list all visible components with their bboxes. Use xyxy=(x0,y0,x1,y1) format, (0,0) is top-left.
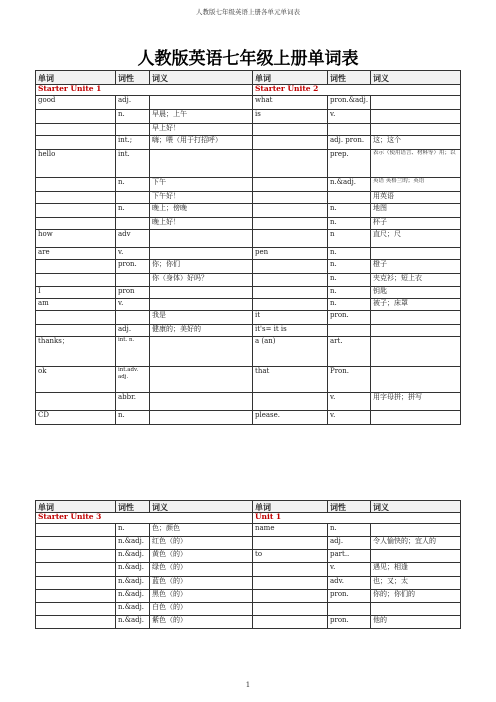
cell-word xyxy=(36,393,116,411)
cell-meaning: 表示（使用语言、材料等）用；以 xyxy=(371,150,461,178)
table-row xyxy=(36,337,461,367)
vocab-table-2 xyxy=(35,500,461,629)
table-row xyxy=(36,325,461,337)
table-row xyxy=(36,550,461,563)
cell-pos: n. xyxy=(116,178,150,192)
cell-meaning: 被子；床罩 xyxy=(371,299,461,311)
cell-word xyxy=(253,204,328,218)
cell-word xyxy=(36,178,116,192)
cell-pos: v. xyxy=(116,299,150,311)
cell-meaning xyxy=(371,110,461,124)
cell-pos: n. xyxy=(328,274,371,287)
cell-meaning xyxy=(371,124,461,136)
cell-meaning xyxy=(150,230,253,248)
table-row xyxy=(36,590,461,603)
cell-word: name xyxy=(253,524,328,537)
cell-word xyxy=(253,124,328,136)
cell-pos: n. xyxy=(116,524,150,537)
cell-meaning xyxy=(371,311,461,325)
cell-meaning: 英语 英格兰的；英语 xyxy=(371,178,461,192)
cell-meaning xyxy=(150,248,253,260)
table-row xyxy=(36,178,461,192)
cell-pos xyxy=(116,311,150,325)
header-meaning: 词义 xyxy=(371,501,461,513)
table-row xyxy=(36,260,461,274)
cell-word: that xyxy=(253,367,328,393)
cell-pos: part.. xyxy=(328,550,371,563)
cell-word xyxy=(253,563,328,577)
cell-word: it xyxy=(253,311,328,325)
table-row xyxy=(36,150,461,178)
cell-word: what xyxy=(253,96,328,110)
header-row xyxy=(36,501,461,513)
cell-word xyxy=(36,136,116,150)
cell-pos: Pron. xyxy=(328,367,371,393)
cell-word xyxy=(36,616,116,629)
header-meaning: 词义 xyxy=(150,501,253,513)
cell-meaning xyxy=(371,367,461,393)
document-title: 人教版英语七年级上册单词表 xyxy=(137,49,359,69)
cell-pos: adj. xyxy=(328,537,371,550)
cell-meaning: 嗨；喂（用于打招呼） xyxy=(150,136,253,150)
cell-pos xyxy=(328,124,371,136)
cell-pos: pron.&adj. xyxy=(328,96,371,110)
cell-word: am xyxy=(36,299,116,311)
cell-word xyxy=(253,299,328,311)
cell-meaning: 色；颜色 xyxy=(150,524,253,537)
cell-word xyxy=(253,577,328,590)
cell-pos: n. xyxy=(116,411,150,425)
cell-meaning: 地图 xyxy=(371,204,461,218)
section-row xyxy=(36,513,461,524)
cell-meaning: 钥匙 xyxy=(371,287,461,299)
cell-word: CD xyxy=(36,411,116,425)
cell-pos: pron. xyxy=(328,616,371,629)
section-row xyxy=(36,85,461,96)
table-row xyxy=(36,136,461,150)
cell-word xyxy=(253,218,328,230)
cell-meaning xyxy=(150,299,253,311)
cell-pos xyxy=(328,603,371,616)
table-row xyxy=(36,192,461,204)
cell-pos: n. xyxy=(328,299,371,311)
table-row xyxy=(36,110,461,124)
cell-pos: n.&adj. xyxy=(328,178,371,192)
cell-meaning: 黑色（的） xyxy=(150,590,253,603)
cell-pos: n. xyxy=(328,524,371,537)
header-word: 单词 xyxy=(253,501,328,513)
header-word: 单词 xyxy=(253,71,328,85)
cell-meaning: 黄色（的） xyxy=(150,550,253,563)
cell-meaning: 他的 xyxy=(371,616,461,629)
cell-word: ok xyxy=(36,367,116,393)
table-row xyxy=(36,393,461,411)
vocab-table-1 xyxy=(35,70,461,425)
cell-meaning xyxy=(371,550,461,563)
cell-word: pen xyxy=(253,248,328,260)
table-row xyxy=(36,96,461,110)
section-title: Starter Unite 2 xyxy=(253,85,461,96)
cell-meaning: 绿色（的） xyxy=(150,563,253,577)
table-row xyxy=(36,411,461,425)
cell-word xyxy=(253,178,328,192)
cell-word xyxy=(36,603,116,616)
cell-pos: v. xyxy=(328,393,371,411)
cell-pos: int.; xyxy=(116,136,150,150)
cell-meaning xyxy=(150,150,253,178)
page-header: 人教版七年级英语上册各单元单词表 xyxy=(196,8,300,16)
header-pos: 词性 xyxy=(116,501,150,513)
table-row xyxy=(36,577,461,590)
cell-pos: int. n. xyxy=(116,337,150,367)
cell-meaning xyxy=(150,337,253,367)
cell-word xyxy=(36,311,116,325)
cell-word xyxy=(253,590,328,603)
cell-word xyxy=(36,274,116,287)
section-title: Starter Unite 3 xyxy=(36,513,253,524)
cell-meaning: 用英语 xyxy=(371,192,461,204)
cell-meaning: 早晨；上午 xyxy=(150,110,253,124)
cell-word xyxy=(253,274,328,287)
header-meaning: 词义 xyxy=(150,71,253,85)
cell-word xyxy=(36,524,116,537)
table-row xyxy=(36,563,461,577)
header-pos: 词性 xyxy=(328,71,371,85)
cell-word xyxy=(253,537,328,550)
cell-pos xyxy=(116,218,150,230)
table-row xyxy=(36,248,461,260)
table-row xyxy=(36,299,461,311)
cell-pos: n. xyxy=(328,287,371,299)
cell-word xyxy=(253,230,328,248)
cell-meaning: 令人愉快的；宜人的 xyxy=(371,537,461,550)
cell-word: it's= it is xyxy=(253,325,328,337)
cell-meaning xyxy=(150,287,253,299)
cell-pos: n. xyxy=(116,110,150,124)
cell-word xyxy=(253,616,328,629)
cell-pos: n.&adj. xyxy=(116,590,150,603)
cell-meaning: 晚上；傍晚 xyxy=(150,204,253,218)
cell-pos: n.&adj. xyxy=(116,577,150,590)
cell-meaning: 这；这个 xyxy=(371,136,461,150)
cell-word xyxy=(36,537,116,550)
header-row xyxy=(36,71,461,85)
cell-pos: adv. xyxy=(328,577,371,590)
cell-word: good xyxy=(36,96,116,110)
cell-pos: prep. xyxy=(328,150,371,178)
cell-meaning: 红色（的） xyxy=(150,537,253,550)
cell-meaning: 白色（的） xyxy=(150,603,253,616)
cell-meaning: 紫色（的） xyxy=(150,616,253,629)
cell-pos: v. xyxy=(116,248,150,260)
cell-meaning xyxy=(371,337,461,367)
cell-word: how xyxy=(36,230,116,248)
cell-meaning: 遇见；相逢 xyxy=(371,563,461,577)
table-row xyxy=(36,124,461,136)
cell-meaning: 早上好！ xyxy=(150,124,253,136)
cell-pos: n. xyxy=(116,204,150,218)
cell-pos xyxy=(116,124,150,136)
cell-word xyxy=(36,563,116,577)
cell-word xyxy=(36,260,116,274)
cell-word xyxy=(253,393,328,411)
cell-word xyxy=(253,260,328,274)
table-row xyxy=(36,230,461,248)
cell-meaning: 蓝色（的） xyxy=(150,577,253,590)
header-meaning: 词义 xyxy=(371,71,461,85)
cell-pos: pron. xyxy=(116,260,150,274)
cell-pos: n.&adj. xyxy=(116,550,150,563)
cell-pos xyxy=(116,274,150,287)
header-pos: 词性 xyxy=(116,71,150,85)
cell-pos: v. xyxy=(328,563,371,577)
cell-pos: adj. xyxy=(116,96,150,110)
header-pos: 词性 xyxy=(328,501,371,513)
cell-meaning: 下午好！ xyxy=(150,192,253,204)
cell-pos xyxy=(116,192,150,204)
cell-meaning xyxy=(150,96,253,110)
cell-word xyxy=(36,577,116,590)
table-row xyxy=(36,204,461,218)
cell-meaning: 直尺；尺 xyxy=(371,230,461,248)
table-row xyxy=(36,616,461,629)
cell-pos: pron. xyxy=(328,590,371,603)
cell-meaning xyxy=(150,393,253,411)
cell-meaning xyxy=(371,603,461,616)
table-row xyxy=(36,218,461,230)
cell-meaning xyxy=(371,96,461,110)
cell-meaning: 你；你们 xyxy=(150,260,253,274)
table-row xyxy=(36,287,461,299)
cell-word xyxy=(36,124,116,136)
cell-word xyxy=(253,192,328,204)
cell-meaning xyxy=(150,411,253,425)
cell-word xyxy=(36,110,116,124)
cell-word: thanks； xyxy=(36,337,116,367)
table-row xyxy=(36,311,461,325)
table-row xyxy=(36,603,461,616)
section-title: Starter Unite 1 xyxy=(36,85,253,96)
section-title: Unit 1 xyxy=(253,513,461,524)
cell-pos: n. xyxy=(328,248,371,260)
cell-meaning: 夹克衫；短上衣 xyxy=(371,274,461,287)
cell-pos: pron xyxy=(116,287,150,299)
cell-meaning: 我是 xyxy=(150,311,253,325)
cell-meaning xyxy=(371,524,461,537)
cell-pos: int.adv. adj. xyxy=(116,367,150,393)
cell-meaning: 晚上好！ xyxy=(150,218,253,230)
cell-word: I xyxy=(36,287,116,299)
cell-meaning xyxy=(371,325,461,337)
cell-word: please. xyxy=(253,411,328,425)
cell-word xyxy=(253,136,328,150)
cell-pos: pron. xyxy=(328,311,371,325)
cell-word: to xyxy=(253,550,328,563)
cell-meaning xyxy=(371,411,461,425)
cell-meaning: 也；又；太 xyxy=(371,577,461,590)
cell-word xyxy=(253,603,328,616)
cell-word: are xyxy=(36,248,116,260)
cell-pos: n.&adj. xyxy=(116,563,150,577)
cell-pos: n. xyxy=(328,218,371,230)
cell-pos: art. xyxy=(328,337,371,367)
cell-word xyxy=(36,325,116,337)
cell-pos: adv xyxy=(116,230,150,248)
table-row xyxy=(36,367,461,393)
cell-word: a (an) xyxy=(253,337,328,367)
cell-pos: abbr. xyxy=(116,393,150,411)
cell-word xyxy=(253,150,328,178)
cell-pos: n.&adj. xyxy=(116,616,150,629)
cell-pos: adj. xyxy=(116,325,150,337)
cell-pos: int. xyxy=(116,150,150,178)
cell-meaning xyxy=(150,367,253,393)
table-row xyxy=(36,524,461,537)
cell-pos: n. xyxy=(328,204,371,218)
cell-meaning xyxy=(371,248,461,260)
cell-meaning: 健康的；美好的 xyxy=(150,325,253,337)
cell-meaning: 杯子 xyxy=(371,218,461,230)
header-word: 单词 xyxy=(36,501,116,513)
cell-word xyxy=(36,192,116,204)
cell-meaning: 用字母拼；拼写 xyxy=(371,393,461,411)
cell-pos: n. xyxy=(328,260,371,274)
header-word: 单词 xyxy=(36,71,116,85)
cell-pos: n.&adj. xyxy=(116,603,150,616)
cell-word: hello xyxy=(36,150,116,178)
cell-pos: v. xyxy=(328,411,371,425)
page-number: 1 xyxy=(245,681,251,689)
table-row xyxy=(36,274,461,287)
table-row xyxy=(36,537,461,550)
cell-pos xyxy=(328,192,371,204)
cell-pos: n.&adj. xyxy=(116,537,150,550)
cell-word xyxy=(36,550,116,563)
cell-word xyxy=(36,204,116,218)
cell-meaning: 下午 xyxy=(150,178,253,192)
cell-pos xyxy=(328,325,371,337)
cell-word xyxy=(36,218,116,230)
cell-word xyxy=(36,590,116,603)
cell-meaning: 橙子 xyxy=(371,260,461,274)
cell-word: is xyxy=(253,110,328,124)
cell-pos: n xyxy=(328,230,371,248)
cell-pos: v. xyxy=(328,110,371,124)
cell-meaning: 你（身体）好吗？ xyxy=(150,274,253,287)
cell-word xyxy=(253,287,328,299)
cell-meaning: 你的；你们的 xyxy=(371,590,461,603)
cell-pos: adj. pron. xyxy=(328,136,371,150)
